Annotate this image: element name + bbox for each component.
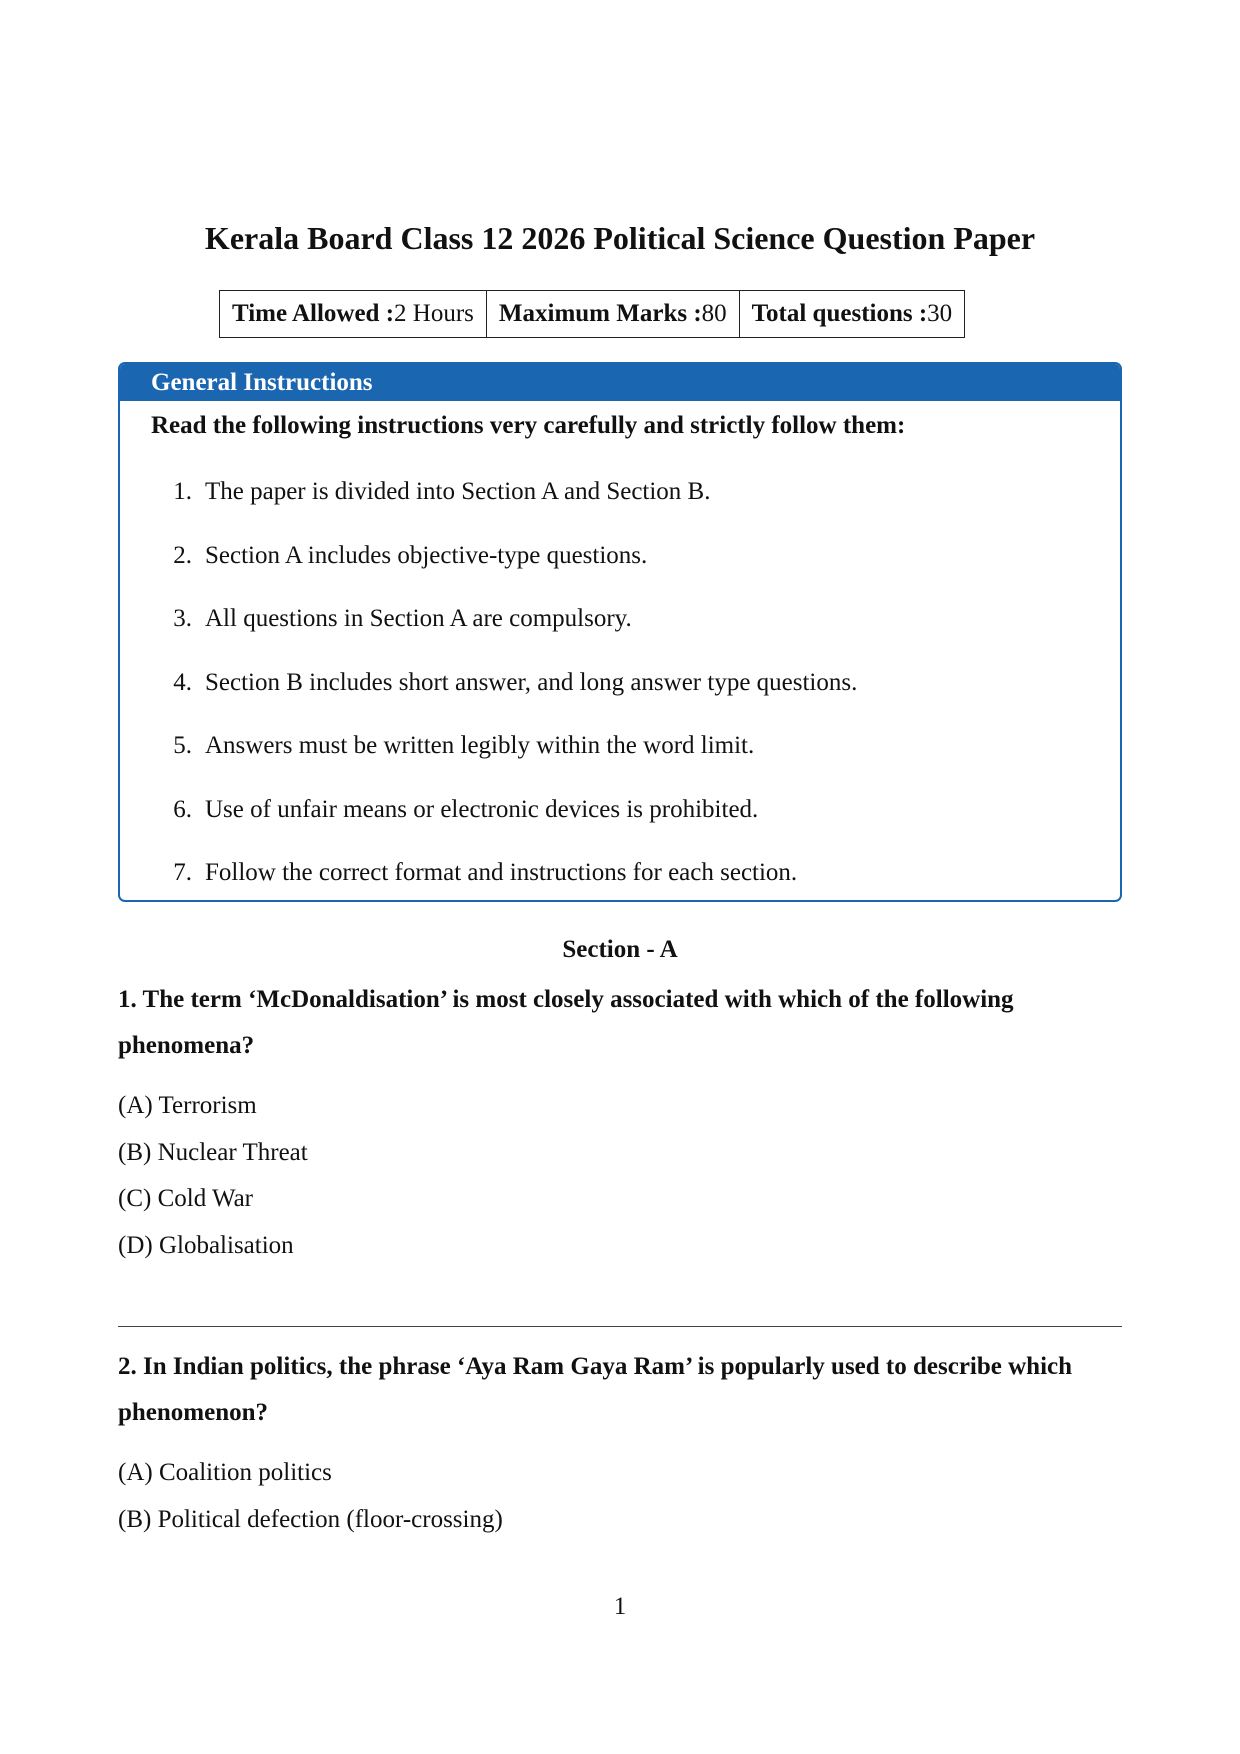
question-divider bbox=[118, 1326, 1122, 1327]
instruction-number: 2. bbox=[173, 541, 192, 569]
instructions-lead: Read the following instructions very carefully and strictly follow them: bbox=[151, 412, 906, 439]
instruction-text: Use of unfair means or electronic devices is prohibited. bbox=[205, 795, 759, 823]
answer-option: (D) Globalisation bbox=[118, 1231, 294, 1259]
instruction-number: 7. bbox=[173, 859, 192, 886]
answer-option: (A) Coalition politics bbox=[118, 1459, 332, 1486]
instruction-number: 4. bbox=[173, 668, 192, 696]
page-number: 1 bbox=[613, 1593, 627, 1620]
time-allowed-cell bbox=[220, 291, 487, 338]
section-a-title: Section - A bbox=[562, 936, 678, 963]
question-2 bbox=[118, 1344, 1122, 1533]
instruction-text: Follow the correct format and instructions for each section. bbox=[205, 859, 798, 886]
question-text: 1. The term ‘McDonaldisation’ is most closely associated with which of the following phenomena? bbox=[118, 986, 1014, 1059]
answer-option: (B) Nuclear Threat bbox=[118, 1138, 308, 1166]
instruction-text: All questions in Section A are compulsory. bbox=[205, 605, 632, 632]
instruction-text: Answers must be written legibly within the word limit. bbox=[205, 732, 755, 759]
paper-title: Kerala Board Class 12 2026 Political Science Question Paper bbox=[204, 220, 1036, 256]
maximum-marks-label: Maximum Marks : bbox=[498, 300, 702, 327]
maximum-marks-value: 80 bbox=[701, 300, 727, 327]
answer-options bbox=[118, 1083, 308, 1269]
answer-option: (A) Terrorism bbox=[118, 1092, 257, 1119]
instruction-text: The paper is divided into Section A and Section B. bbox=[205, 478, 711, 505]
maximum-marks-cell bbox=[486, 291, 739, 338]
time-allowed-value: 2 Hours bbox=[394, 300, 474, 327]
answer-option: (B) Political defection (floor-crossing) bbox=[118, 1505, 503, 1533]
instruction-number: 1. bbox=[173, 478, 192, 505]
general-instructions-box bbox=[118, 362, 1122, 902]
paper-meta-table bbox=[219, 290, 965, 338]
answer-option: (C) Cold War bbox=[118, 1185, 254, 1212]
instruction-number: 3. bbox=[173, 605, 192, 632]
total-questions-value: 30 bbox=[927, 300, 953, 327]
instruction-text: Section A includes objective-type questions. bbox=[205, 541, 648, 569]
time-allowed-label: Time Allowed : bbox=[232, 300, 395, 327]
question-text: 2. In Indian politics, the phrase ‘Aya Ram Gaya Ram’ is popularly used to describe which phenomenon? bbox=[118, 1353, 1073, 1426]
answer-options bbox=[118, 1450, 503, 1543]
instruction-text: Section B includes short answer, and long answer type questions. bbox=[205, 668, 858, 696]
question-1 bbox=[118, 977, 1122, 1259]
total-questions-label: Total questions : bbox=[751, 300, 928, 327]
general-instructions-heading: General Instructions bbox=[120, 364, 1120, 401]
total-questions-cell bbox=[739, 291, 965, 338]
instruction-number: 5. bbox=[173, 732, 192, 759]
instruction-number: 6. bbox=[173, 795, 192, 823]
